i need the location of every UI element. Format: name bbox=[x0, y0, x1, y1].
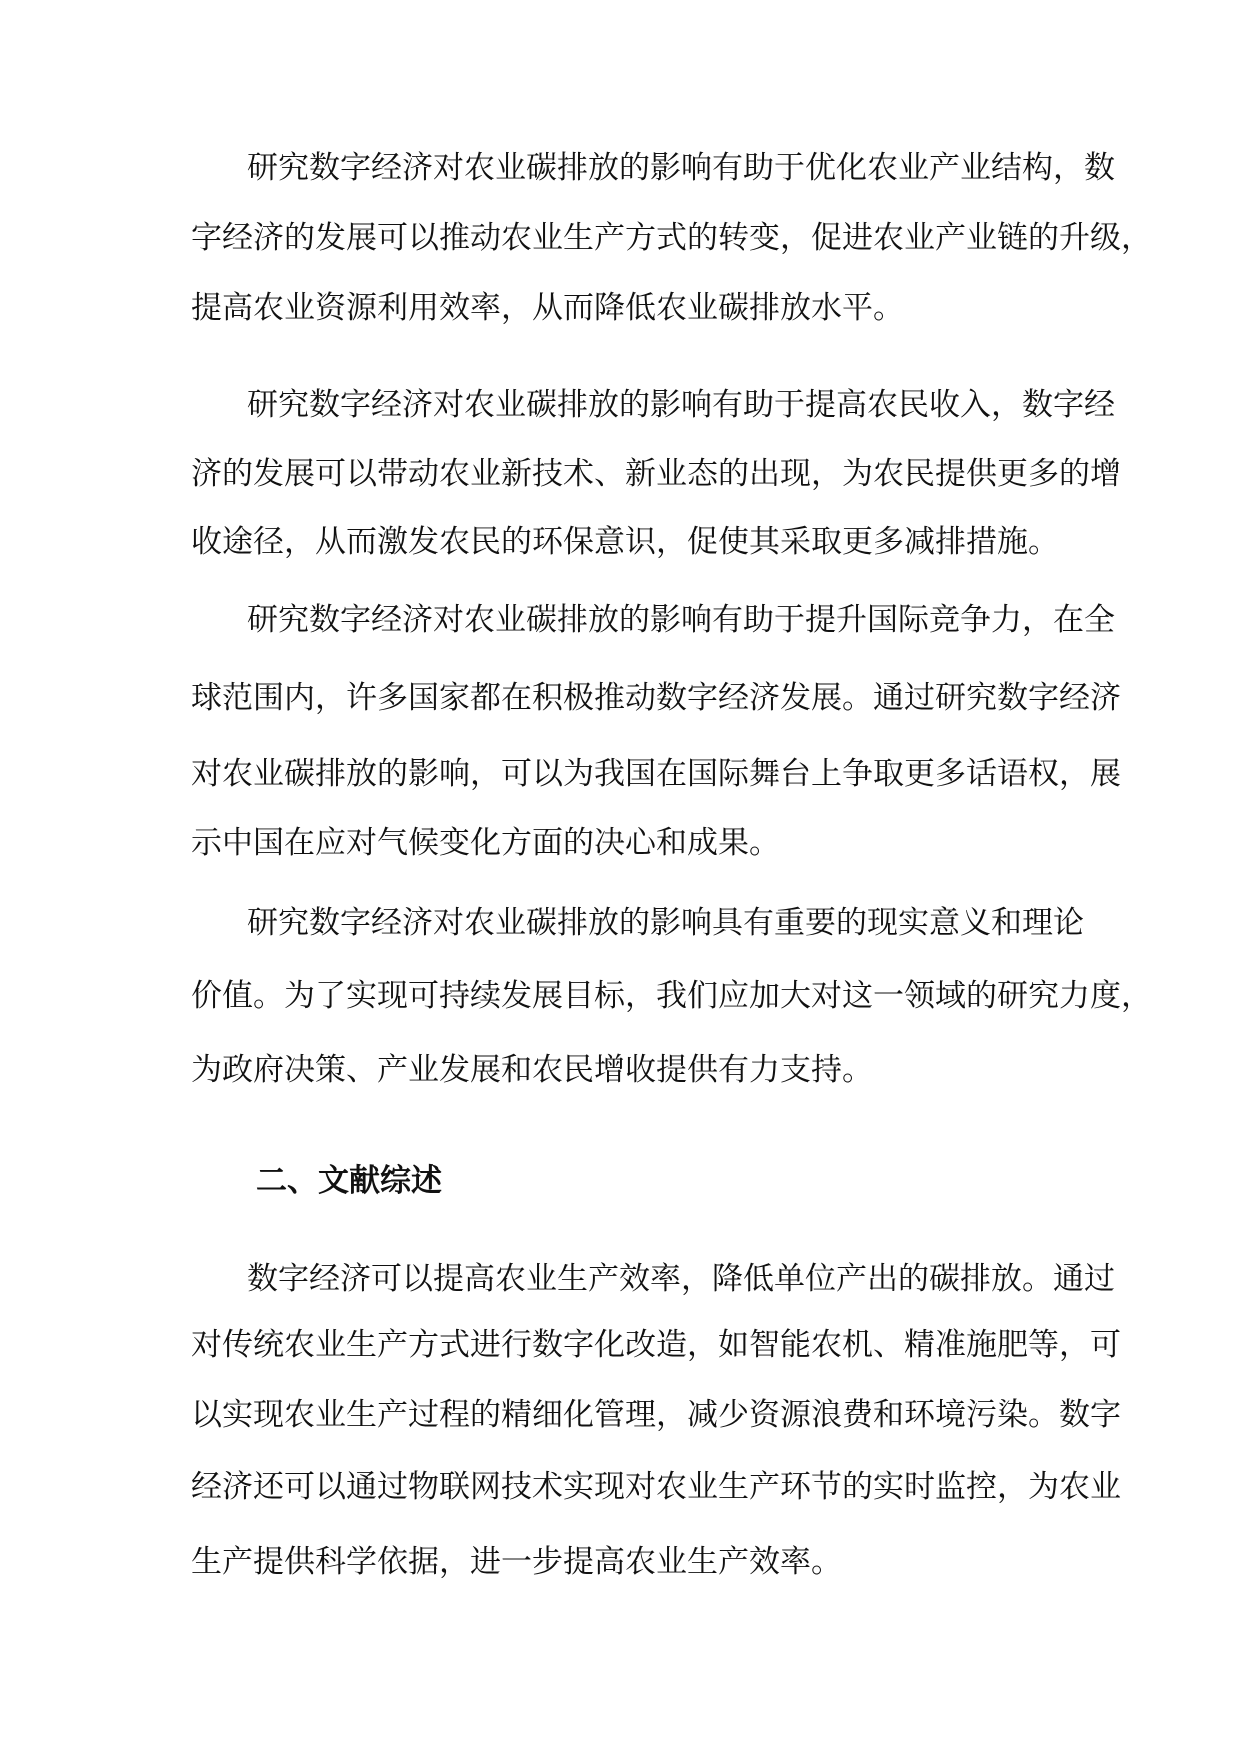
paragraph-4-line-1: 研究数字经济对农业碳排放的影响具有重要的现实意义和理论 bbox=[247, 905, 1084, 941]
section-paragraph-line-3: 以实现农业生产过程的精细化管理，减少资源浪费和环境污染。数字 bbox=[191, 1397, 1121, 1433]
section-paragraph-line-5: 生产提供科学依据，进一步提高农业生产效率。 bbox=[191, 1544, 842, 1580]
paragraph-3-line-1: 研究数字经济对农业碳排放的影响有助于提升国际竞争力，在全 bbox=[247, 602, 1115, 638]
paragraph-1-line-1: 研究数字经济对农业碳排放的影响有助于优化农业产业结构，数 bbox=[247, 150, 1115, 186]
section-paragraph-line-2: 对传统农业生产方式进行数字化改造，如智能农机、精准施肥等，可 bbox=[191, 1327, 1121, 1363]
paragraph-1-line-2: 字经济的发展可以推动农业生产方式的转变，促进农业产业链的升级， bbox=[191, 220, 1152, 256]
paragraph-3-line-2: 球范围内，许多国家都在积极推动数字经济发展。通过研究数字经济 bbox=[191, 680, 1121, 716]
paragraph-2-line-3: 收途径，从而激发农民的环保意识，促使其采取更多减排措施。 bbox=[191, 524, 1059, 560]
paragraph-2-line-1: 研究数字经济对农业碳排放的影响有助于提高农民收入，数字经 bbox=[247, 387, 1115, 423]
paragraph-3-line-3: 对农业碳排放的影响，可以为我国在国际舞台上争取更多话语权，展 bbox=[191, 756, 1121, 792]
paragraph-3-line-4: 示中国在应对气候变化方面的决心和成果。 bbox=[191, 825, 780, 861]
section-paragraph-line-4: 经济还可以通过物联网技术实现对农业生产环节的实时监控，为农业 bbox=[191, 1469, 1121, 1505]
section-heading: 二、文献综述 bbox=[256, 1163, 442, 1199]
section-paragraph-line-1: 数字经济可以提高农业生产效率，降低单位产出的碳排放。通过 bbox=[247, 1261, 1115, 1297]
paragraph-2-line-2: 济的发展可以带动农业新技术、新业态的出现，为农民提供更多的增 bbox=[191, 456, 1121, 492]
paragraph-4-line-3: 为政府决策、产业发展和农民增收提供有力支持。 bbox=[191, 1052, 873, 1088]
paragraph-4-line-2: 价值。为了实现可持续发展目标，我们应加大对这一领域的研究力度， bbox=[191, 978, 1152, 1014]
paragraph-1-line-3: 提高农业资源利用效率，从而降低农业碳排放水平。 bbox=[191, 290, 904, 326]
